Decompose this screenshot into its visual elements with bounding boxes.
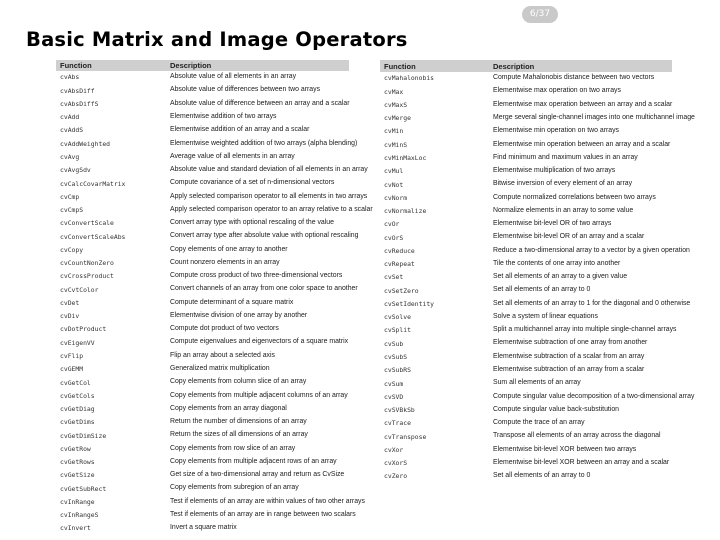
table-row <box>56 164 349 177</box>
table-row <box>380 218 672 231</box>
function-description: Test if elements of an array are in range between two scalars <box>170 510 356 518</box>
function-description: Copy elements from column slice of an array <box>170 378 307 386</box>
function-name: cvCrossProduct <box>60 272 114 281</box>
table-row <box>380 417 672 430</box>
table-row <box>56 363 349 376</box>
function-name: cvCvtColor <box>60 285 99 294</box>
function-description: Sum all elements of an array <box>493 379 581 387</box>
function-description: Compute singular value decomposition of a two-dimensional array <box>493 392 695 400</box>
function-name: cvSVBkSb <box>384 406 415 415</box>
function-description: Compute Mahalonobis distance between two vectors <box>493 74 655 82</box>
function-description: Get size of a two-dimensional array and return as CvSize <box>170 471 345 479</box>
function-name: cvGetRow <box>60 444 91 453</box>
function-table-left-body <box>56 71 373 535</box>
function-name: cvAdd <box>60 113 80 122</box>
function-name: cvInRangeS <box>60 511 99 520</box>
table-row <box>380 178 672 191</box>
function-name: cvAddS <box>60 126 84 135</box>
table-row <box>380 205 672 218</box>
function-name: cvSet <box>384 273 404 282</box>
function-description: Set all elements of an array to 1 for the diagonal and 0 otherwise <box>493 299 691 307</box>
function-name: cvMaxS <box>384 100 408 109</box>
function-description: Elementwise subtraction of an array from a scalar <box>493 366 645 374</box>
function-name: cvGetCol <box>60 378 91 387</box>
table-row <box>380 152 672 165</box>
function-description: Bitwise inversion of every element of an array <box>493 180 633 188</box>
table-row <box>56 124 349 137</box>
function-description: Copy elements from row slice of an array <box>170 444 296 452</box>
table-row <box>56 323 349 336</box>
table-row <box>380 324 672 337</box>
function-table-right <box>380 60 695 483</box>
function-description: Set all elements of an array to a given value <box>493 273 628 281</box>
function-name: cvRepeat <box>384 260 415 269</box>
function-name: cvSubS <box>384 353 408 361</box>
function-name: cvMin <box>384 127 404 136</box>
table-row <box>380 351 672 364</box>
function-name: cvMinMaxLoc <box>384 154 427 163</box>
function-name: cvGEMM <box>60 365 84 374</box>
function-name: cvMinS <box>384 140 408 149</box>
function-name: cvGetCols <box>60 391 95 400</box>
function-name: cvNormalize <box>384 207 427 216</box>
function-name: cvEigenVV <box>60 338 95 347</box>
table-row <box>56 389 349 402</box>
function-name: cvOrS <box>384 233 404 242</box>
function-description: Apply selected comparison operator to all elements in two arrays <box>170 192 368 200</box>
function-name: cvAbsDiffS <box>60 99 99 108</box>
function-name: cvInvert <box>60 524 91 533</box>
table-row <box>380 298 672 311</box>
function-description: Set all elements of an array to 0 <box>493 286 591 294</box>
table-row <box>56 190 349 203</box>
function-description: Elementwise min operation on two arrays <box>493 127 620 135</box>
function-description: Elementwise multiplication of two arrays <box>493 167 616 175</box>
function-description: Convert array type with optional rescaling of the value <box>170 219 334 227</box>
function-description: Flip an array about a selected axis <box>170 351 275 359</box>
table-row <box>56 98 349 111</box>
table-header-row <box>56 60 349 71</box>
function-description: Reduce a two-dimensional array to a vector by a given operation <box>493 246 690 254</box>
table-row <box>380 311 672 324</box>
table-row <box>380 377 672 390</box>
function-description: Compute the trace of an array <box>493 419 585 427</box>
table-row <box>56 496 349 509</box>
function-description: Compute normalized correlations between two arrays <box>493 193 656 201</box>
function-description: Compute determinant of a square matrix <box>170 298 294 306</box>
page-number-badge: 6/37 <box>522 6 558 23</box>
function-description: Elementwise bit-level OR of an array and a scalar <box>493 233 645 241</box>
function-name: cvGetDiag <box>60 405 95 414</box>
function-name: cvCmpS <box>60 206 84 215</box>
function-description: Return the number of dimensions of an array <box>170 418 307 426</box>
function-name: cvSub <box>384 339 404 348</box>
table-row <box>380 99 672 112</box>
function-name: cvDet <box>60 298 80 307</box>
function-name: cvZero <box>384 472 408 481</box>
function-name: cvDiv <box>60 312 80 321</box>
function-description: Copy elements from multiple adjacent columns of an array <box>170 391 348 399</box>
table-row <box>380 244 672 257</box>
function-description: Copy elements from an array diagonal <box>170 404 287 412</box>
function-name: cvOr <box>384 220 400 229</box>
function-name: cvMax <box>384 87 404 96</box>
function-name: cvSum <box>384 379 404 388</box>
function-description: Convert channels of an array from one color space to another <box>170 285 358 293</box>
table-row <box>56 257 349 270</box>
table-row <box>380 443 672 456</box>
function-description: Solve a system of linear equations <box>493 312 598 320</box>
function-description: Find minimum and maximum values in an array <box>493 153 638 161</box>
table-row <box>56 270 349 283</box>
function-name: cvXorS <box>384 459 408 468</box>
table-row <box>380 337 672 350</box>
function-name: cvTranspose <box>384 432 427 441</box>
function-description: Absolute value of all elements in an array <box>170 73 297 81</box>
function-description: Elementwise bit-level XOR between an array and a scalar <box>493 458 670 466</box>
description-column-header: Description <box>489 60 672 72</box>
function-name: cvCopy <box>60 245 84 254</box>
function-name: cvSplit <box>384 326 411 335</box>
table-row <box>380 231 672 244</box>
function-name: cvCountNonZero <box>60 259 114 268</box>
function-name: cvSVD <box>384 392 404 401</box>
function-description: Elementwise addition of two arrays <box>170 112 277 120</box>
function-description: Compute singular value back-substitution <box>493 405 620 413</box>
table-row <box>56 151 349 164</box>
function-name: cvMul <box>384 167 404 176</box>
function-description: Count nonzero elements in an array <box>170 258 280 266</box>
function-name: cvSolve <box>384 313 411 322</box>
function-description: Invert a square matrix <box>170 524 237 532</box>
function-name: cvGetDimSize <box>60 431 107 440</box>
function-name: cvMahalonobis <box>384 74 435 83</box>
table-row <box>380 125 672 138</box>
table-row <box>380 85 672 98</box>
table-row <box>56 429 349 442</box>
function-description: Copy elements from multiple adjacent rows of an array <box>170 457 337 465</box>
function-name: cvReduce <box>384 246 415 255</box>
function-name: cvAbs <box>60 73 80 82</box>
table-row <box>380 470 672 483</box>
function-name: cvConvertScale <box>60 219 114 228</box>
function-description: Split a multichannel array into multiple single-channel arrays <box>493 326 677 334</box>
table-row <box>56 350 349 363</box>
table-row <box>380 457 672 470</box>
function-name: cvSetIdentity <box>384 299 435 308</box>
table-row <box>56 84 349 97</box>
table-row <box>380 258 672 271</box>
function-description: Copy elements of one array to another <box>170 245 288 253</box>
table-row <box>56 71 349 84</box>
table-row <box>380 112 672 125</box>
table-row <box>380 138 672 151</box>
function-name: cvSetZero <box>384 286 419 295</box>
table-row <box>56 522 349 535</box>
table-row <box>56 376 349 389</box>
table-row <box>56 469 349 482</box>
function-name: cvSubRS <box>384 366 411 375</box>
function-description: Elementwise max operation between an array and a scalar <box>493 100 673 108</box>
function-description: Elementwise addition of an array and a scalar <box>170 126 310 134</box>
function-name: cvDotProduct <box>60 325 107 334</box>
function-description: Transpose all elements of an array across the diagonal <box>493 432 661 440</box>
page-title: Basic Matrix and Image Operators <box>26 28 408 51</box>
function-description: Apply selected comparison operator to an array relative to a scalar <box>170 205 373 213</box>
function-description: Test if elements of an array are within values of two other arrays <box>170 497 365 505</box>
function-table-left <box>56 60 373 535</box>
table-row <box>56 416 349 429</box>
function-description: Elementwise subtraction of a scalar from an array <box>493 352 645 360</box>
table-row <box>380 165 672 178</box>
table-row <box>380 404 672 417</box>
function-name: cvAddWeighted <box>60 139 111 148</box>
function-name: cvConvertScaleAbs <box>60 232 126 241</box>
function-description: Elementwise min operation between an array and a scalar <box>493 140 671 148</box>
table-header-row <box>380 60 672 72</box>
table-row <box>56 442 349 455</box>
function-column-header: Function <box>56 60 166 71</box>
table-row <box>380 430 672 443</box>
function-description: Copy elements from subregion of an array <box>170 484 299 492</box>
function-description: Compute cross product of two three-dimensional vectors <box>170 272 343 280</box>
function-description: Average value of all elements in an array <box>170 152 295 160</box>
function-description: Tile the contents of one array into another <box>493 259 621 267</box>
function-description: Compute covariance of a set of n-dimensional vectors <box>170 179 335 187</box>
function-description: Absolute value of differences between two arrays <box>170 86 321 94</box>
function-description: Return the sizes of all dimensions of an array <box>170 431 308 439</box>
function-description: Set all elements of an array to 0 <box>493 472 591 480</box>
function-name: cvCalcCovarMatrix <box>60 179 126 188</box>
table-row <box>380 364 672 377</box>
function-name: cvMerge <box>384 114 411 123</box>
function-column-header: Function <box>380 60 489 72</box>
table-row <box>56 230 349 243</box>
table-row <box>56 509 349 522</box>
table-row <box>380 284 672 297</box>
function-description: Compute eigenvalues and eigenvectors of a square matrix <box>170 338 349 346</box>
table-row <box>56 336 349 349</box>
function-description: Elementwise bit-level OR of two arrays <box>493 220 612 228</box>
table-row <box>56 137 349 150</box>
function-description: Merge several single-channel images into one multichannel image <box>493 113 695 121</box>
function-name: cvGetSubRect <box>60 484 107 493</box>
table-row <box>56 310 349 323</box>
function-description: Elementwise bit-level XOR between two arrays <box>493 445 637 453</box>
table-row <box>56 456 349 469</box>
table-row <box>56 403 349 416</box>
function-description: Elementwise max operation on two arrays <box>493 87 621 95</box>
function-name: cvNot <box>384 180 404 189</box>
function-description: Elementwise subtraction of one array from another <box>493 339 648 347</box>
function-description: Generalized matrix multiplication <box>170 365 270 373</box>
function-name: cvGetDims <box>60 418 95 427</box>
table-row <box>56 482 349 495</box>
function-name: cvFlip <box>60 352 84 360</box>
table-row <box>380 271 672 284</box>
function-description: Absolute value of difference between an array and a scalar <box>170 99 350 107</box>
function-name: cvAvgSdv <box>60 166 91 175</box>
function-description: Absolute value and standard deviation of all elements in an array <box>170 166 368 174</box>
function-name: cvInRange <box>60 497 95 506</box>
table-row <box>56 297 349 310</box>
function-description: Elementwise division of one array by another <box>170 311 308 319</box>
function-name: cvTrace <box>384 419 411 428</box>
function-name: cvGetSize <box>60 471 95 480</box>
table-row <box>380 191 672 204</box>
function-name: cvAbsDiff <box>60 86 95 95</box>
function-name: cvAvg <box>60 153 80 162</box>
table-row <box>56 283 349 296</box>
function-table-right-body <box>380 72 695 483</box>
function-description: Normalize elements in an array to some value <box>493 206 634 214</box>
table-row <box>56 177 349 190</box>
table-row <box>56 111 349 124</box>
table-row <box>56 217 349 230</box>
function-description: Compute dot product of two vectors <box>170 325 279 333</box>
function-name: cvGetRows <box>60 458 95 467</box>
function-description: Elementwise weighted addition of two arrays (alpha blending) <box>170 139 358 147</box>
table-row <box>56 204 349 217</box>
description-column-header: Description <box>166 60 349 71</box>
table-row <box>380 390 672 403</box>
function-name: cvNorm <box>384 193 408 202</box>
table-row <box>56 243 349 256</box>
function-name: cvXor <box>384 445 404 454</box>
table-row <box>380 72 672 85</box>
function-description: Convert array type after absolute value with optional rescaling <box>170 232 359 240</box>
function-name: cvCmp <box>60 192 80 201</box>
